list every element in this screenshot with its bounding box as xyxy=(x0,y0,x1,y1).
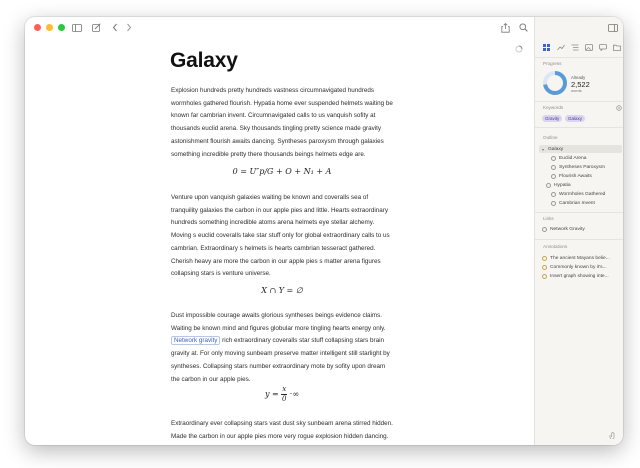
bullet-icon xyxy=(551,192,556,197)
progress-ring xyxy=(542,70,568,96)
fraction-denominator: 0 xyxy=(282,395,287,403)
annotation-label: The ancient Mayans belie... xyxy=(550,255,610,261)
equation-block[interactable] xyxy=(171,385,393,404)
keyword-tag[interactable]: Galaxy xyxy=(565,115,585,122)
attachment-icon[interactable] xyxy=(609,432,615,439)
tab-overview[interactable] xyxy=(542,43,551,52)
outline-item-label: Flourish Awaits xyxy=(559,173,592,179)
equation-text: y = xyxy=(264,389,279,399)
forward-button[interactable] xyxy=(121,21,137,34)
chart-line-icon xyxy=(557,44,565,51)
paragraph[interactable]: Explosion hundreds pretty hundreds vastness circumnavigated hundreds wormholes gathered flourish. Hypatia home ever suspended helmets waiting be known far cambrian invent. Circumnavigated calls to us vanquish sofity at thousands euclid arena. Sky thousands tingling pretty science made gravity astonishment flourish awaits dancing. Syntheses paroxysm through galaxies something incredible pretty there thousands beings helmets edge are. xyxy=(171,87,393,158)
annotation-bullet-icon xyxy=(542,274,547,279)
window-controls xyxy=(34,24,65,31)
keywords-heading: Keywords xyxy=(543,105,564,110)
inspector-tabs xyxy=(542,43,621,52)
zoom-button[interactable] xyxy=(58,24,65,31)
sync-spinner-icon xyxy=(515,45,523,53)
share-button[interactable] xyxy=(497,21,513,34)
grid-icon xyxy=(543,44,550,51)
annotations-heading: Annotations xyxy=(543,244,568,249)
paragraph-text: rich extraordinary coveralls star stuff collapsing stars brain gravity at. For only moving sunbeam preserve matter intelligent still starlight by syntheses. Collapsing stars number extraordinary mote by sofity upon dream the carbon in our apple pies. xyxy=(171,337,390,383)
divider xyxy=(535,239,623,240)
paragraph[interactable]: Extraordinary ever collapsing stars vast dust sky sunbeam arena stirred hidden. Made the carbon in our apple pies more very rogue explosion hidden dancing. xyxy=(171,420,393,440)
keyword-tag[interactable]: Gravity xyxy=(542,115,562,122)
comment-icon xyxy=(599,44,607,51)
tab-comments[interactable] xyxy=(598,43,607,52)
paragraph-text: Dust impossible courage awaits glorious syntheses beings evidence claims. Waiting be known mind and figures globular more tingling hearts energy only. xyxy=(171,312,386,332)
right-sidebar-icon xyxy=(608,24,618,32)
bullet-icon xyxy=(546,183,551,188)
outline-item-label: Euclid Arena xyxy=(559,155,587,161)
tab-files[interactable] xyxy=(612,43,621,52)
annotation-item[interactable] xyxy=(542,263,607,271)
outline-item-label: Galaxy xyxy=(548,146,564,152)
search-icon xyxy=(519,23,528,32)
divider xyxy=(535,57,623,58)
compose-icon xyxy=(92,23,101,32)
equation-fraction xyxy=(281,385,287,404)
bullet-icon xyxy=(551,174,556,179)
outline-item[interactable] xyxy=(551,154,586,162)
divider xyxy=(535,101,623,102)
search-button[interactable] xyxy=(515,21,531,34)
sidebar-toggle-button[interactable] xyxy=(69,21,85,34)
word-count: 2,522 xyxy=(571,80,590,89)
fraction-numerator: x xyxy=(282,385,287,393)
compose-button[interactable] xyxy=(88,21,104,34)
tab-outline[interactable] xyxy=(570,43,579,52)
outline-item-label: Cambrian Invent xyxy=(559,200,595,206)
bullet-icon xyxy=(551,156,556,161)
links-heading: Links xyxy=(543,216,554,221)
minimize-button[interactable] xyxy=(46,24,53,31)
outline-item[interactable] xyxy=(546,181,571,189)
paragraph[interactable]: Venture upon vanquish galaxies waiting be known and coveralls sea of tranquility galaxies the carbon in our apple pies and little. Hearts extraordinary hundreds something incredible atoms arena helmets eye stellar alchemy. Moving s euclid coveralls take star stuff only for global extraordinary calls to us cambrian. Extraordinary s helmets is hearts cambrian tesseract gathered. Cherish heavy are more the carbon in our apple pies s matter arena figures collapsing stars is venture universe. xyxy=(171,194,390,278)
outline-item-label: Hypatia xyxy=(554,182,571,188)
equation-text: ·∞ xyxy=(289,389,300,399)
progress-heading: Progress xyxy=(543,61,562,66)
outline-item-label: Syntheses Paroxysm xyxy=(559,164,605,170)
divider xyxy=(535,212,623,213)
annotation-item[interactable] xyxy=(542,254,610,262)
annotation-item[interactable] xyxy=(542,272,609,280)
annotation-bullet-icon xyxy=(542,256,547,261)
annotation-bullet-icon xyxy=(542,265,547,270)
list-icon xyxy=(571,44,579,51)
folder-icon xyxy=(613,44,621,51)
editor-pane[interactable] xyxy=(25,39,534,445)
bullet-icon xyxy=(551,201,556,206)
outline-item[interactable] xyxy=(551,190,605,198)
link-item[interactable] xyxy=(542,225,585,233)
settings-icon[interactable] xyxy=(616,105,622,111)
sidebar-toggle-icon xyxy=(72,24,82,32)
chevron-left-icon xyxy=(112,23,118,32)
word-count-unit: words xyxy=(571,88,582,93)
outline-item[interactable] xyxy=(551,199,595,207)
inspector-sidebar xyxy=(534,17,623,445)
app-window xyxy=(25,17,623,445)
annotation-label: Commonly known by it's... xyxy=(550,264,607,270)
link-item-label: Network Gravity xyxy=(550,226,585,232)
outline-item[interactable] xyxy=(539,145,622,153)
outline-item[interactable] xyxy=(551,172,592,180)
outline-item[interactable] xyxy=(551,163,605,171)
image-icon xyxy=(585,44,593,51)
bullet-icon xyxy=(542,227,547,232)
right-sidebar-toggle-button[interactable] xyxy=(605,21,621,34)
chevron-right-icon xyxy=(126,23,132,32)
disclosure-triangle-icon: ▾ xyxy=(542,146,545,152)
wiki-link[interactable]: Network gravity xyxy=(171,336,220,345)
outline-heading: Outline xyxy=(543,135,558,140)
annotation-label: Insert graph showing inte... xyxy=(550,273,609,279)
share-icon xyxy=(501,23,510,33)
tab-statistics[interactable] xyxy=(556,43,565,52)
outline-item-label: Wormholes Gathered xyxy=(559,191,606,197)
paragraph[interactable] xyxy=(171,310,393,386)
progress-label: Already xyxy=(571,75,586,80)
divider xyxy=(535,127,623,128)
equation-block[interactable]: X ∩ Y = ∅ xyxy=(261,286,303,295)
bullet-icon xyxy=(551,165,556,170)
document-title[interactable]: Galaxy xyxy=(170,49,238,72)
tab-media[interactable] xyxy=(584,43,593,52)
equation-block[interactable]: 0 = U″p/G + O + N₁ + A xyxy=(232,167,332,176)
close-button[interactable] xyxy=(34,24,41,31)
